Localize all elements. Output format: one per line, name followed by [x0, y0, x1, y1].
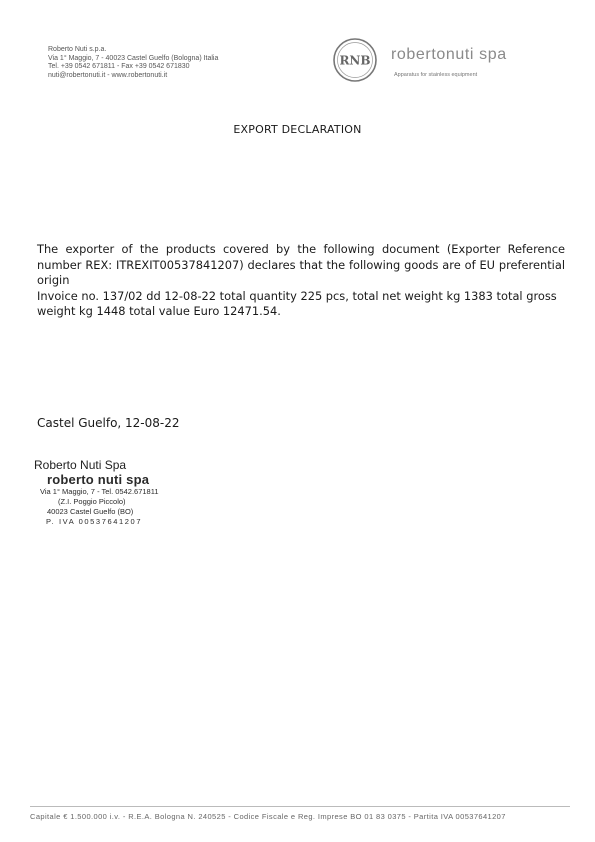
stamp-vat: P. IVA 00537641207 [46, 517, 143, 526]
company-phone: Tel. +39 0542 671811 - Fax +39 0542 671830 [48, 63, 190, 70]
stamp-brand: roberto nuti spa [47, 472, 150, 487]
stamp-zone: (Z.I. Poggio Piccolo) [58, 497, 126, 506]
document-title: EXPORT DECLARATION [233, 123, 362, 136]
declaration-body [37, 242, 565, 320]
company-stamp [36, 472, 176, 527]
company-name: Roberto Nuti s.p.a. [48, 46, 107, 53]
stamp-address: Via 1° Maggio, 7 - Tel. 0542.671811 [40, 487, 159, 496]
place-and-date: Castel Guelfo, 12-08-22 [37, 416, 180, 430]
company-contacts: nuti@robertonuti.it - www.robertonuti.it [48, 71, 168, 79]
logo-wordmark: robertonuti spa [391, 46, 507, 63]
footer-divider [30, 806, 570, 807]
company-address: Via 1° Maggio, 7 - 40023 Castel Guelfo (Bologna) Italia [48, 54, 219, 62]
legal-footer: Capitale € 1.500.000 i.v. - R.E.A. Bologna N. 240525 - Codice Fiscale e Reg. Imprese BO 01 83 0375 - Partita IVA 00537641207 [30, 812, 506, 821]
invoice-details: Invoice no. 137/02 dd 12-08-22 total quantity 225 pcs, total net weight kg 1383 total gross weight kg 1448 total value Euro 12471.54. [37, 288, 557, 318]
declaration-paragraph: The exporter of the products covered by the following document (Exporter Reference number REX: ITREXIT00537841207) declares that the following goods are of EU preferential origin [37, 242, 565, 287]
rnb-seal-icon [332, 37, 378, 83]
company-logo [332, 37, 572, 85]
logo-tagline: Apparatus for stainless equipment [394, 72, 478, 78]
stamp-city: 40023 Castel Guelfo (BO) [47, 507, 134, 516]
signer-name: Roberto Nuti Spa [34, 458, 127, 472]
svg-text:RNB: RNB [339, 53, 371, 68]
letterhead-contact-block [48, 46, 278, 80]
